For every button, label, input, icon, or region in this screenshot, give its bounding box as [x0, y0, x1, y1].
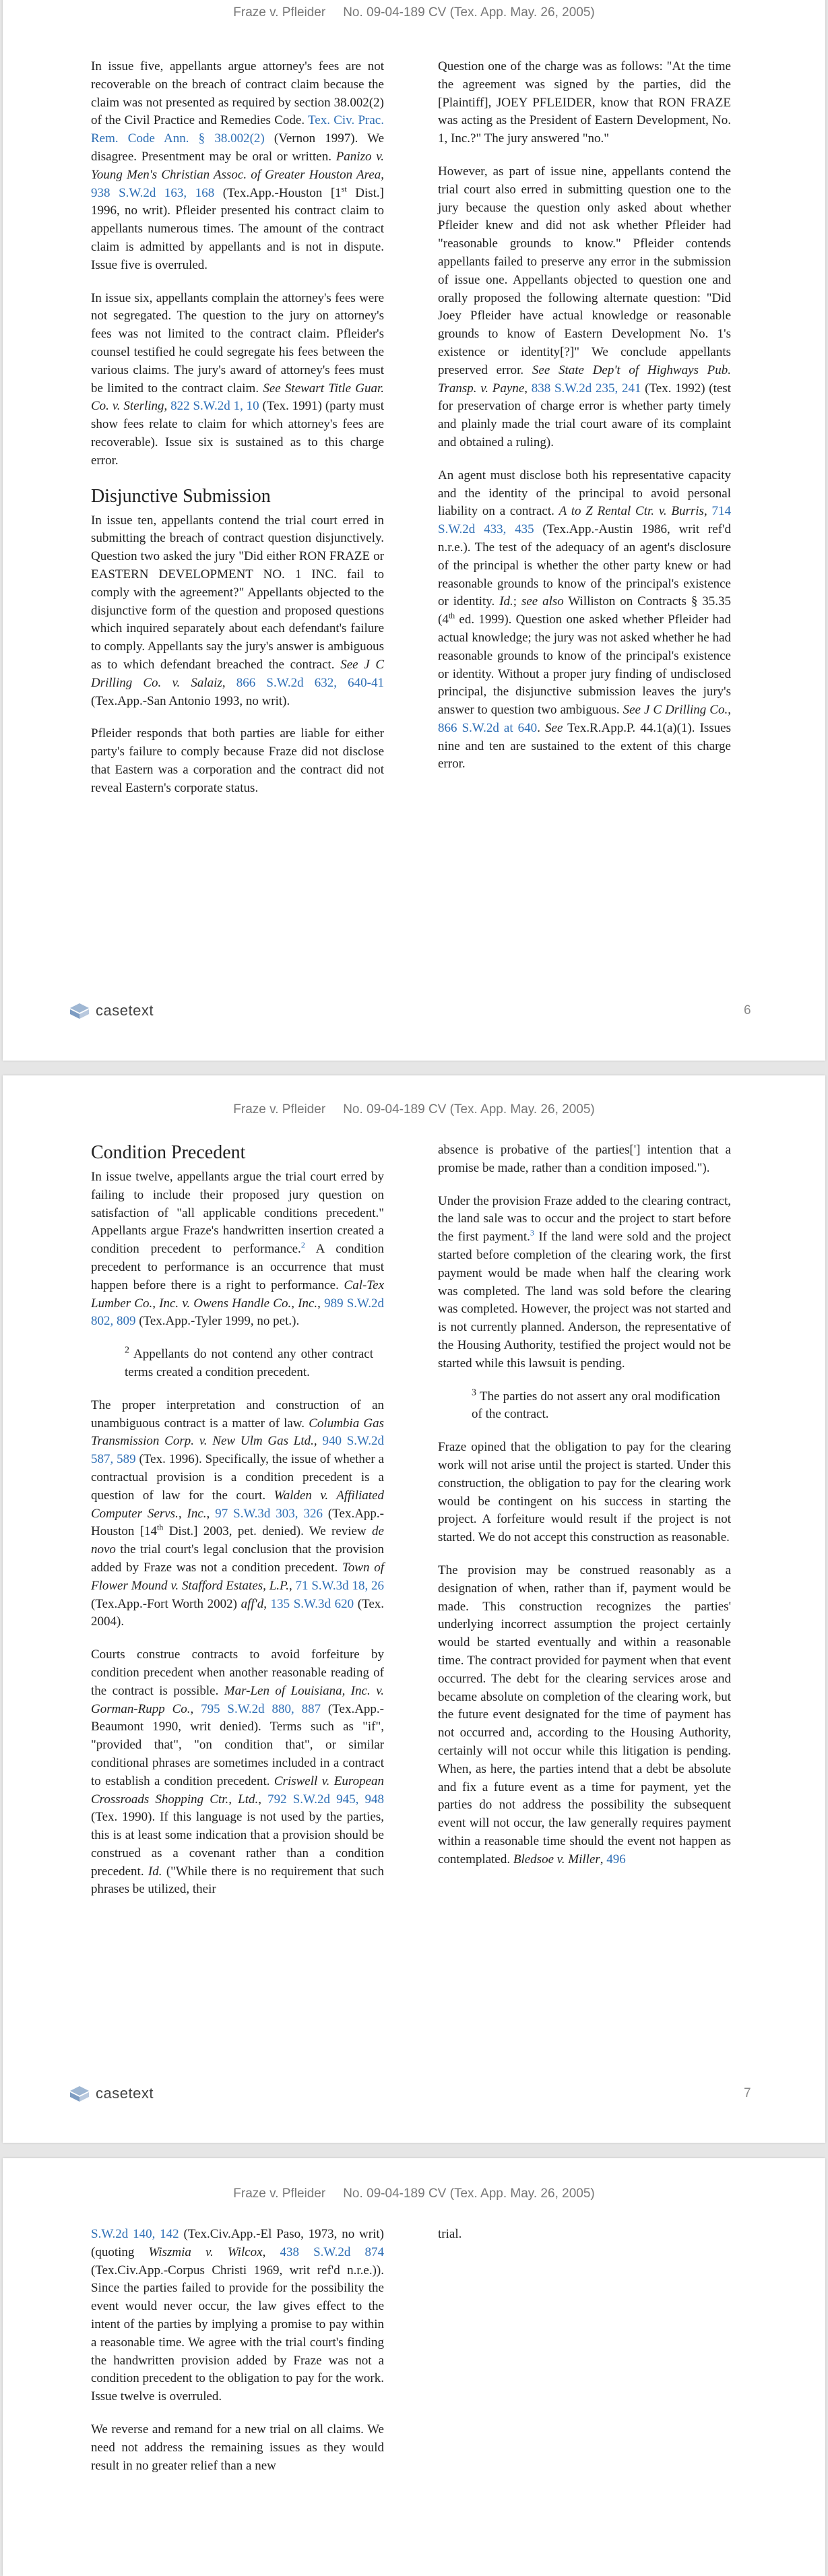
casetext-logo[interactable]	[69, 2085, 154, 2102]
header-case-name: Fraze v. Pfleider	[233, 2187, 326, 2201]
header-case-name: Fraze v. Pfleider	[233, 1102, 326, 1117]
left-column	[91, 1141, 384, 1914]
paragraph: Fraze opined that the obligation to pay for the clearing work will not arise until the project is started. Under this construction, the obligation to pay for the clearing work would be contingent on his success in starting the project. A forfeiture would result if the project is not started. We do not accept this construction as reasonable.	[438, 1440, 731, 1545]
citation-link[interactable]: 438 S.W.2d 874	[280, 2244, 384, 2259]
footnote-ref[interactable]: 2	[300, 1240, 305, 1250]
citation-link[interactable]: 838 S.W.2d 235, 241	[531, 381, 641, 396]
paragraph: absence is probative of the parties['] intention that a promise be made, rather than a condition imposed.").	[438, 1143, 731, 1175]
running-header	[3, 1102, 825, 1117]
casetext-wordmark: casetext	[96, 2085, 154, 2102]
running-header	[3, 5, 825, 20]
page-number: 6	[744, 1003, 751, 1017]
right-column	[438, 58, 731, 788]
paragraph: S.W.2d 140, 142 (Tex.Civ.App.-El Paso, 1973, no writ) (quoting Wiszmia v. Wilcox, 438 S.W.2d 874 (Tex.Civ.App.-Corpus Christi 1969, writ ref'd n.r.e.)). Since the parties failed to provide for the possibility the event would never occur, the law gives effect to the intent of the parties by implying a promise to pay within a reasonable time. We agree with the trial court's finding the handwritten provision added by Fraze was not a condition precedent to the obligation to pay for the work. Issue twelve is overruled.	[91, 2227, 384, 2404]
casetext-logo[interactable]	[69, 1002, 154, 1019]
citation-link[interactable]: 938 S.W.2d 163, 168	[91, 185, 215, 200]
casetext-wordmark: casetext	[96, 1002, 154, 1019]
citation-link[interactable]: 940 S.W.2d 587, 589	[91, 1434, 384, 1467]
left-column	[91, 2226, 384, 2490]
section-heading: Disjunctive Submission	[91, 485, 271, 507]
citation-link[interactable]: 989 S.W.2d 802, 809	[91, 1296, 384, 1329]
paragraph: The provision may be construed reasonably as a designation of when, rather than if, payment would be made. This construction recognizes the parties' underlying incorrect assumption the project certainly would be started eventually and within a reasonable time. The contract provided for payment when that event occurred. The debt for the clearing services arose and became absolute on completion of the clearing work, but the future event designated for the time of payment has not occurred and, according to the Housing Authority, certainly will not occur while this litigation is pending. When, as here, the parties intend that a debt be absolute and fix a future event as a time for payment, yet the parties do not address the possibility the subsequent event will not occur, the law generally requires payment within a reasonable time should the event not happen as contemplated. Bledsoe v. Miller, 496	[438, 1563, 731, 1866]
citation-link[interactable]: Tex. Civ. Prac. Rem. Code Ann. § 38.002(2)	[91, 113, 384, 146]
citation-link[interactable]: 866 S.W.2d 632, 640-41	[236, 675, 385, 690]
paragraph: In issue six, appellants complain the attorney's fees were not segregated. The question to the jury on attorney's fees was not limited to the contract claim. Pfleider's counsel testified he could segregate his fees between the various claims. The jury's award of attorney's fees must be limited to the contract claim. See Stewart Title Guar. Co. v. Sterling, 822 S.W.2d 1, 10 (Tex. 1991) (party must show fees relate to claim for which attorney's fees are recoverable). Issue six is sustained as to this charge error.	[91, 290, 384, 468]
paragraph: We reverse and remand for a new trial on all claims. We need not address the remaining issues as they would result in no greater relief than a new	[91, 2422, 384, 2473]
citation-link[interactable]: S.W.2d 140, 142	[91, 2227, 179, 2241]
paragraph: In issue twelve, appellants argue the trial court erred by failing to include their proposed jury question on satisfaction of "all applicable conditions precedent." Appellants argue Fraze's handwritten insertion created a condition precedent to performance.$^2$ A condition precedent to performance is an occurrence that must happen before there is a right to performance. Cal-Tex Lumber Co., Inc. v. Owens Handle Co., Inc., 989 S.W.2d 802, 809 (Tex.App.-Tyler 1999, no pet.).	[91, 1170, 384, 1329]
paragraph: trial.	[438, 2227, 462, 2241]
casetext-cube-icon	[69, 2085, 90, 2102]
right-column	[438, 2226, 731, 2259]
footnote-ref[interactable]: 3	[530, 1228, 534, 1238]
citation-link[interactable]: 714 S.W.2d 433, 435	[438, 504, 731, 537]
footnote: $^2$ Appellants do not contend any other contract terms created a condition precedent.	[125, 1345, 373, 1379]
paragraph: An agent must disclose both his representative capacity and the identity of the principal to avoid personal liability on a contract. A to Z Rental Ctr. v. Burris, 714 S.W.2d 433, 435 (Tex.App.-Austin 1986, writ ref'd n.r.e.). The test of the adequacy of an agent's disclosure of the principal is whether the other party knew or had reasonable grounds to know of the principal's existence or identity. Id.; see also Williston on Contracts § 35.35 (4th ed. 1999). Question one asked whether Pfleider had actual knowledge; the jury was not asked whether he had reasonable grounds to know of the principal's existence or identity. Without a proper jury finding of undisclosed principal, the disjunctive submission leaves the jury's answer to question two ambiguous. See J C Drilling Co., 866 S.W.2d at 640. See Tex.R.App.P. 44.1(a)(1). Issues nine and ten are sustained to the extent of this charge error.	[438, 468, 732, 772]
header-citation: No. 09-04-189 CV (Tex. App. May. 26, 2005)	[343, 5, 595, 20]
citation-link[interactable]: 97 S.W.3d 303, 326	[215, 1506, 323, 1521]
citation-link[interactable]: 71 S.W.3d 18, 26	[295, 1578, 385, 1593]
page-7	[3, 1075, 825, 2143]
citation-link[interactable]: 795 S.W.2d 880, 887	[201, 1701, 321, 1716]
page-8	[3, 2158, 825, 2576]
left-column	[91, 58, 384, 812]
paragraph: The proper interpretation and construction of an unambiguous contract is a matter of law. Columbia Gas Transmission Corp. v. New Ulm Gas Ltd., 940 S.W.2d 587, 589 (Tex. 1996). Specifically, the issue of whether a contractual provision is a condition precedent is a question of law for the court. Walden v. Affiliated Computer Servs., Inc., 97 S.W.3d 303, 326 (Tex.App.-Houston [14th Dist.] 2003, pet. denied). We review de novo the trial court's legal conclusion that the provision added by Fraze was not a condition precedent. Town of Flower Mound v. Stafford Estates, L.P., 71 S.W.3d 18, 26 (Tex.App.-Fort Worth 2002) aff'd, 135 S.W.3d 620 (Tex. 2004).	[91, 1397, 385, 1629]
running-header	[3, 2187, 825, 2201]
paragraph: Pfleider responds that both parties are liable for either party's failure to comply because Fraze did not disclose that Eastern was a corporation and the contract did not reveal Eastern's corporate status.	[91, 726, 384, 795]
section-heading: Condition Precedent	[91, 1142, 246, 1163]
citation-link[interactable]: 866 S.W.2d at 640	[438, 720, 538, 735]
paragraph: However, as part of issue nine, appellants contend the trial court also erred in submitting question one to the jury because the question only asked about whether Pfleider knew and did not ask whether Pfleider had "reasonable grounds to know." Pfleider contends appellants failed to preserve any error in the submission of issue one. Appellants objected to question one and orally proposed the following alternate question: "Did Joey Pfleider have actual knowledge or reasonable grounds to know of Eastern Development No. 1's existence or identity[?]" We conclude appellants preserved error. See State Dep't of Highways Pub. Transp. v. Payne, 838 S.W.2d 235, 241 (Tex. 1992) (test for preservation of charge error is whether party timely and plainly made the trial court aware of its complaint and obtained a ruling).	[438, 164, 731, 449]
citation-link[interactable]: 792 S.W.2d 945, 948	[267, 1792, 384, 1807]
right-column	[438, 1141, 731, 1883]
paragraph: In issue five, appellants argue attorney's fees are not recoverable on the breach of contract claim because the claim was not presented as required by section 38.002(2) of the Civil Practice and Remedies Code. Tex. Civ. Prac. Rem. Code Ann. § 38.002(2) (Vernon 1997). We disagree. Presentment may be oral or written. Panizo v. Young Men's Christian Assoc. of Greater Houston Area, 938 S.W.2d 163, 168 (Tex.App.-Houston [1st Dist.] 1996, no writ). Pfleider presented his contract claim to appellants numerous times. The amount of the contract claim is admitted by appellants and is not in dispute. Issue five is overruled.	[91, 59, 385, 272]
paragraph: Question one of the charge was as follows: "At the time the agreement was signed by the parties, did the [Plaintiff], JOEY PFLEIDER, know that RON FRAZE was acting as the President of Eastern Development, No. 1, Inc.?" The jury answered "no."	[438, 59, 731, 146]
casetext-cube-icon	[69, 1002, 90, 1019]
paragraph: In issue ten, appellants contend the trial court erred in submitting the breach of contract question disjunctively. Question two asked the jury "Did either RON FRAZE or EASTERN DEVELOPMENT NO. 1 INC. fail to comply with the agreement?" Appellants objected to the disjunctive form of the question and proposed questions which inquired separately about each defendant's failure to comply. Appellants say the jury's answer is ambiguous as to which defendant breached the contract. See J C Drilling Co. v. Salaiz, 866 S.W.2d 632, 640-41 (Tex.App.-San Antonio 1993, no writ).	[91, 513, 385, 708]
page-6	[3, 0, 825, 1061]
header-citation: No. 09-04-189 CV (Tex. App. May. 26, 2005)	[343, 2187, 595, 2201]
header-citation: No. 09-04-189 CV (Tex. App. May. 26, 2005)	[343, 1102, 595, 1117]
footnote: $^3$ The parties do not assert any oral modification of the contract.	[472, 1387, 720, 1422]
paragraph: Courts construe contracts to avoid forfeiture by condition precedent when another reasonable reading of the contract is possible. Mar-Len of Louisiana, Inc. v. Gorman-Rupp Co., 795 S.W.2d 880, 887 (Tex.App.-Beaumont 1990, writ denied). Terms such as "if", "provided that", "on condition that", or similar conditional phrases are sometimes included in a contract to establish a condition precedent. Criswell v. European Crossroads Shopping Ctr., Ltd., 792 S.W.2d 945, 948 (Tex. 1990). If this language is not used by the parties, this is at least some indication that a provision should be construed as a covenant rather than a condition precedent. Id. ("While there is no requirement that such phrases be utilized, their	[91, 1647, 385, 1897]
citation-link[interactable]: 135 S.W.3d 620	[270, 1596, 354, 1611]
header-case-name: Fraze v. Pfleider	[233, 5, 326, 20]
citation-link[interactable]: 822 S.W.2d 1, 10	[170, 399, 259, 414]
paragraph: Under the provision Fraze added to the clearing contract, the land sale was to occur and the project to start before the first payment.$^3$ If the land were sold and the project started before completion of the clearing work, the first payment would be made when half the clearing work was completed. The land was sold before the clearing was completed. However, the project was not started and is not currently planned. Anderson, the representative of the Housing Authority, testified the project would not be started while this lawsuit is pending.	[438, 1193, 732, 1371]
citation-link[interactable]: 496	[606, 1852, 626, 1866]
page-number: 7	[744, 2086, 751, 2100]
